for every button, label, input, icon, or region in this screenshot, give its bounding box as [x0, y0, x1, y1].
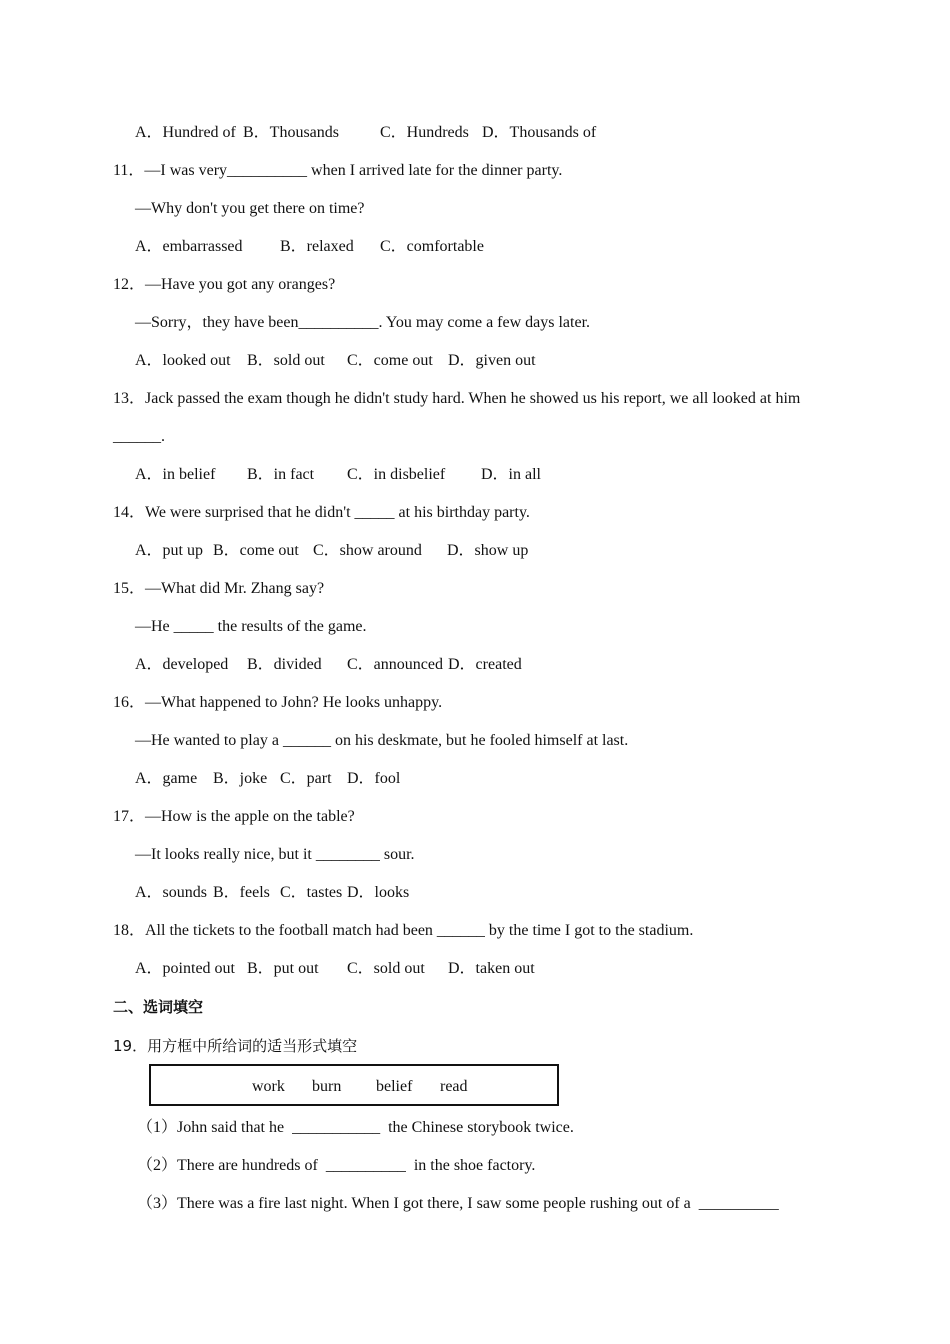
option-d: D．Thousands of	[482, 124, 597, 141]
q19-title: 19．用方框中所给词的适当形式填空	[113, 1037, 358, 1055]
option-d: D．show up	[447, 542, 529, 559]
q15-dialog: —He _____ the results of the game.	[135, 618, 367, 635]
option-a: A．Hundred of	[135, 124, 236, 141]
option-c: C．come out	[347, 352, 433, 369]
section-title: 二、选词填空	[113, 998, 204, 1016]
q11-dialog: —Why don't you get there on time?	[135, 200, 365, 217]
option-d: D．looks	[347, 884, 410, 901]
option-a: A．put up	[135, 542, 204, 559]
option-b: B．Thousands	[243, 124, 340, 141]
option-b: B．put out	[247, 960, 319, 977]
option-a: A．developed	[135, 656, 229, 673]
option-a: A．pointed out	[135, 960, 235, 977]
q17-dialog: —It looks really nice, but it ________ sour.	[135, 846, 415, 863]
q12-stem: 12．—Have you got any oranges?	[113, 276, 336, 293]
option-c: C．announced	[347, 656, 443, 673]
option-b: B．feels	[213, 884, 270, 901]
option-a: A．embarrassed	[135, 238, 243, 255]
option-b: B．come out	[213, 542, 299, 559]
q14-stem: 14．We were surprised that he didn't _____ at his birthday party.	[113, 504, 530, 521]
option-c: C．show around	[313, 542, 422, 559]
word-read: read	[440, 1078, 468, 1095]
option-c: C．sold out	[347, 960, 425, 977]
q19-item-1: （1）John said that he ___________ the Chinese storybook twice.	[137, 1119, 574, 1136]
option-b: B．joke	[213, 770, 268, 787]
option-d: D．created	[448, 656, 522, 673]
option-d: D．taken out	[448, 960, 535, 977]
option-a: A．looked out	[135, 352, 231, 369]
q13-stem: 13．Jack passed the exam though he didn't study hard. When he showed us his report, we all looked at him	[113, 390, 801, 407]
q12-dialog: —Sorry，they have been__________. You may come a few days later.	[135, 314, 591, 331]
word-work: work	[252, 1078, 285, 1095]
option-c: C．Hundreds	[380, 124, 469, 141]
q19-item-3: （3）There was a fire last night. When I got there, I saw some people rushing out of a __________	[137, 1195, 779, 1212]
option-b: B．relaxed	[280, 238, 354, 255]
option-c: C．in disbelief	[347, 466, 446, 483]
q19-item-2: （2）There are hundreds of __________ in the shoe factory.	[137, 1157, 536, 1174]
option-d: D．fool	[347, 770, 401, 787]
q18-stem: 18．All the tickets to the football match had been ______ by the time I got to the stadium.	[113, 922, 694, 939]
option-d: D．given out	[448, 352, 536, 369]
option-a: A．sounds	[135, 884, 208, 901]
q11-stem: 11．—I was very__________ when I arrived late for the dinner party.	[113, 162, 563, 179]
word-belief: belief	[376, 1078, 413, 1095]
option-b: B．in fact	[247, 466, 315, 483]
option-d: D．in all	[481, 466, 541, 483]
option-c: C．part	[280, 770, 332, 787]
q16-stem: 16．—What happened to John? He looks unhappy.	[113, 694, 443, 711]
word-burn: burn	[312, 1078, 342, 1095]
q13-blank: ______.	[113, 428, 165, 445]
word-box	[149, 1064, 559, 1106]
q16-dialog: —He wanted to play a ______ on his deskmate, but he fooled himself at last.	[135, 732, 629, 749]
option-c: C．tastes	[280, 884, 343, 901]
q17-stem: 17．—How is the apple on the table?	[113, 808, 355, 825]
option-c: C．comfortable	[380, 238, 484, 255]
option-b: B．divided	[247, 656, 322, 673]
option-a: A．game	[135, 770, 198, 787]
option-a: A．in belief	[135, 466, 216, 483]
q15-stem: 15．—What did Mr. Zhang say?	[113, 580, 325, 597]
option-b: B．sold out	[247, 352, 325, 369]
